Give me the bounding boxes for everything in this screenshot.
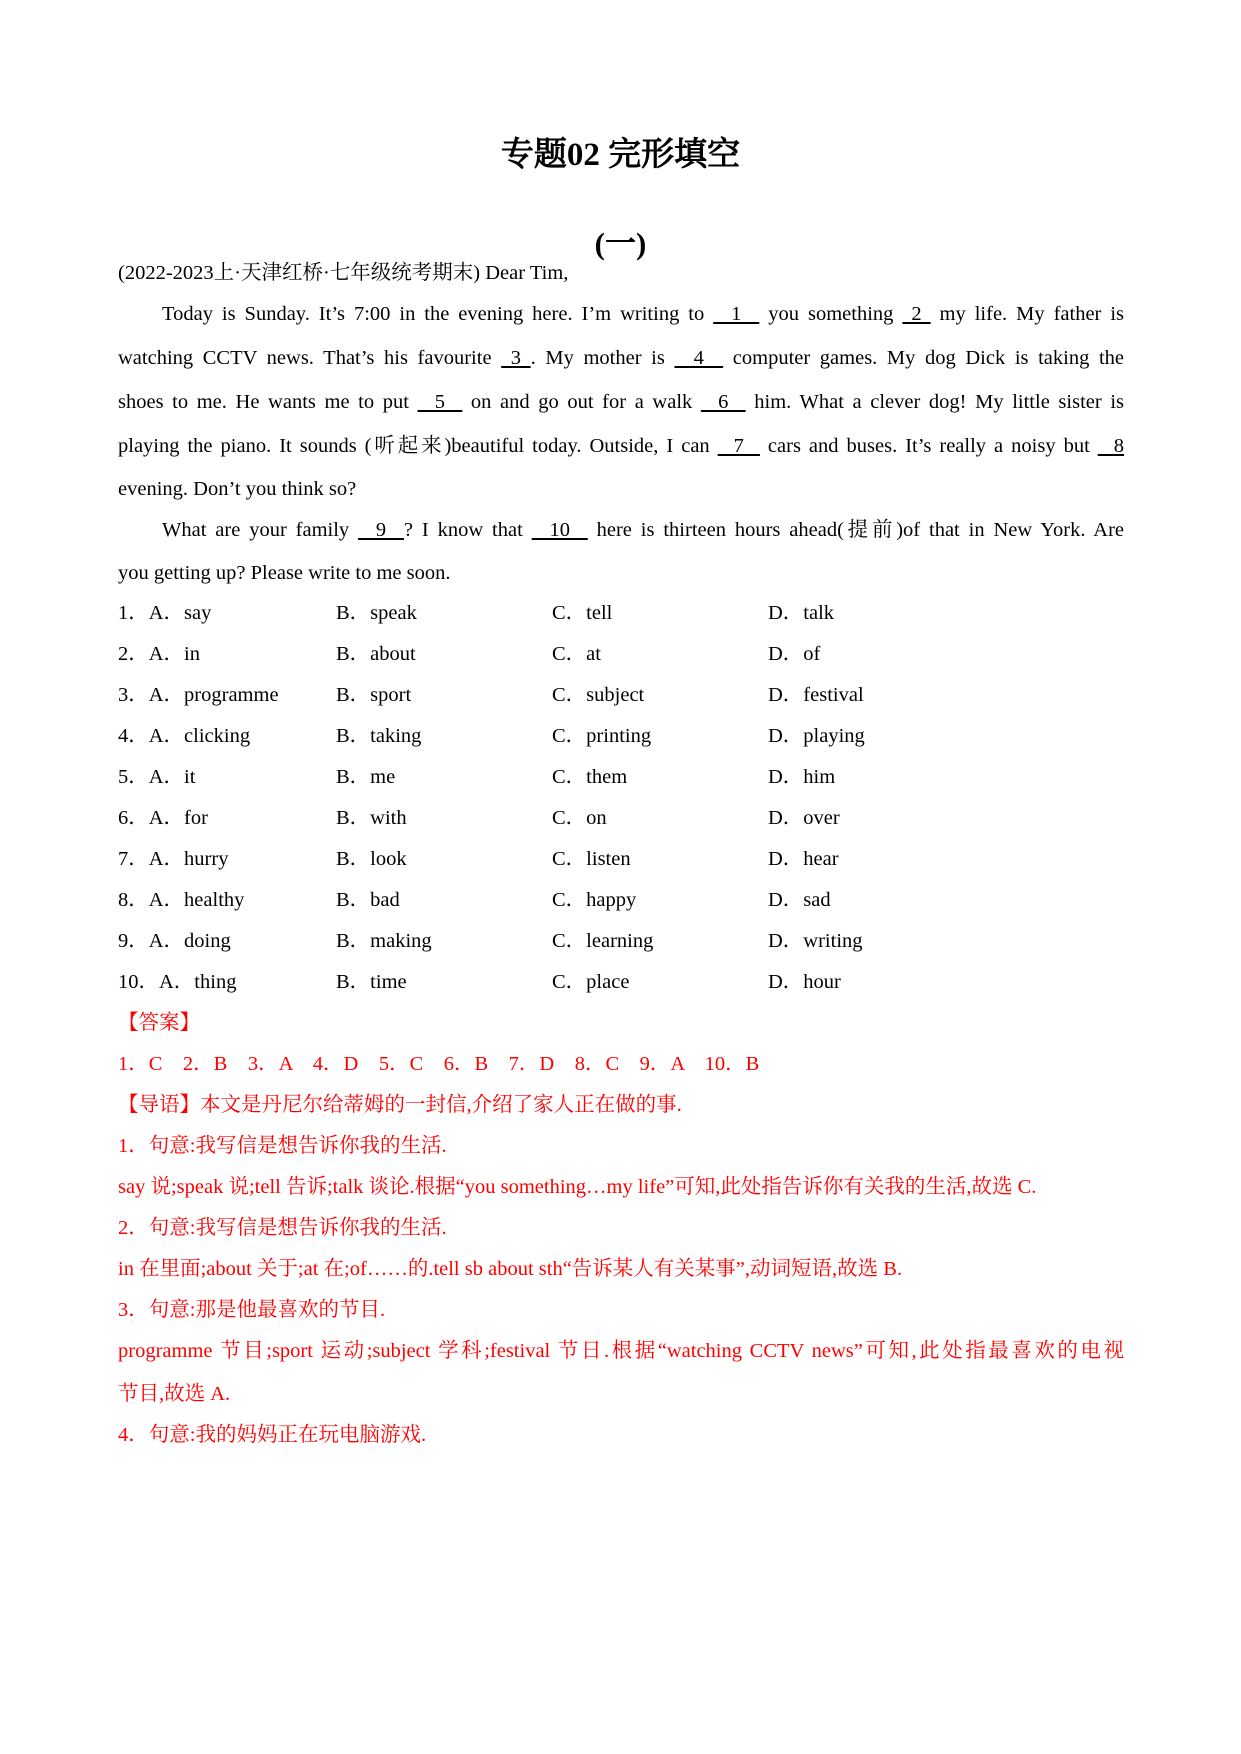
question-row (118, 926, 1124, 956)
question-row (118, 762, 1124, 792)
option-d: D．him (768, 766, 836, 788)
explanation-2-title: 2．句意:我写信是想告诉你我的生活. (118, 1217, 447, 1239)
answer-heading: 【答案】 (118, 1012, 200, 1034)
page-title: 专题02 完形填空 (500, 137, 741, 173)
blank-10: 10 (531, 519, 588, 541)
blank-3: 3 (501, 347, 531, 369)
question-row (118, 680, 1124, 710)
source-line: (2022-2023上·天津红桥·七年级统考期末) Dear Tim, (118, 262, 569, 284)
passage-line-6: What are your family 9 ? I know that 10 here is thirteen hours ahead(提前)of that in New York. Are (162, 519, 1124, 541)
passage-intro: 【导语】本文是丹尼尔给蒂姆的一封信,介绍了家人正在做的事. (118, 1094, 682, 1116)
passage-line-4: playing the piano. It sounds (听起来)beautiful today. Outside, I can 7 cars and buses. It’s really a noisy but 8 (118, 435, 1125, 457)
option-d: D．festival (768, 684, 864, 706)
option-d: D．writing (768, 930, 863, 952)
option-c: C．listen (552, 848, 631, 870)
explanation-3-text: programme 节目;sport 运动;subject 学科;festival 节日.根据“watching CCTV news”可知,此处指最喜欢的电视 (118, 1340, 1124, 1362)
option-b: B．with (336, 807, 407, 829)
option-a: 5．A．it (118, 766, 196, 788)
passage-line-7: you getting up? Please write to me soon. (118, 562, 451, 584)
question-row (118, 721, 1124, 751)
option-b: B．taking (336, 725, 422, 747)
option-a: 1．A．say (118, 602, 212, 624)
blank-8: 8 (1097, 435, 1125, 457)
question-row (118, 639, 1124, 669)
option-b: B．time (336, 971, 407, 993)
option-d: D．playing (768, 725, 865, 747)
option-b: B．bad (336, 889, 400, 911)
passage-line-5: evening. Don’t you think so? (118, 478, 357, 500)
question-row (118, 844, 1124, 874)
option-a: 2．A．in (118, 643, 200, 665)
option-c: C．on (552, 807, 607, 829)
option-c: C．tell (552, 602, 613, 624)
option-d: D．hour (768, 971, 841, 993)
explanation-4-title: 4．句意:我的妈妈正在玩电脑游戏. (118, 1424, 427, 1446)
explanation-3-title: 3．句意:那是他最喜欢的节目. (118, 1299, 386, 1321)
option-b: B．about (336, 643, 416, 665)
blank-1: 1 (713, 303, 760, 325)
option-d: D．hear (768, 848, 839, 870)
explanation-1-text: say 说;speak 说;tell 告诉;talk 谈论.根据“you something…my life”可知,此处指告诉你有关我的生活,故选 C. (118, 1176, 1037, 1198)
answer-keys: 1．C 2．B 3．A 4．D 5．C 6．B 7．D 8．C 9．A 10．B (118, 1053, 760, 1075)
blank-2: 2 (902, 303, 931, 325)
option-d: D．talk (768, 602, 835, 624)
option-c: C．happy (552, 889, 637, 911)
option-c: C．them (552, 766, 628, 788)
option-b: B．making (336, 930, 432, 952)
option-a: 8．A．healthy (118, 889, 245, 911)
option-a: 9．A．doing (118, 930, 231, 952)
option-c: C．subject (552, 684, 645, 706)
question-row (118, 803, 1124, 833)
option-c: C．learning (552, 930, 654, 952)
blank-6: 6 (700, 391, 746, 413)
option-a: 10．A．thing (118, 971, 237, 993)
blank-4: 4 (674, 347, 724, 369)
option-c: C．place (552, 971, 630, 993)
section-heading: (一) (594, 226, 647, 261)
passage-line-1: Today is Sunday. It’s 7:00 in the evening here. I’m writing to 1 you something 2 my life. My father is (162, 303, 1125, 325)
option-d: D．sad (768, 889, 831, 911)
option-b: B．speak (336, 602, 417, 624)
explanation-1-title: 1．句意:我写信是想告诉你我的生活. (118, 1135, 447, 1157)
explanation-2-text: in 在里面;about 关于;at 在;of……的.tell sb about sth“告诉某人有关某事”,动词短语,故选 B. (118, 1258, 903, 1280)
blank-9: 9 (358, 519, 404, 541)
passage-line-2: watching CCTV news. That’s his favourite 3 . My mother is 4 computer games. My dog Dick is taking the (118, 347, 1125, 369)
question-row (118, 885, 1124, 915)
option-b: B．me (336, 766, 396, 788)
question-row (118, 967, 1124, 997)
blank-7: 7 (717, 435, 760, 457)
option-d: D．over (768, 807, 840, 829)
option-a: 3．A．programme (118, 684, 279, 706)
option-c: C．printing (552, 725, 652, 747)
passage-line-3: shoes to me. He wants me to put 5 on and go out for a walk 6 him. What a clever dog! My little sister is (118, 391, 1124, 413)
option-a: 7．A．hurry (118, 848, 229, 870)
option-d: D．of (768, 643, 821, 665)
option-a: 6．A．for (118, 807, 208, 829)
question-row (118, 598, 1124, 628)
option-b: B．look (336, 848, 407, 870)
blank-5: 5 (417, 391, 463, 413)
option-b: B．sport (336, 684, 412, 706)
option-c: C．at (552, 643, 601, 665)
option-a: 4．A．clicking (118, 725, 251, 747)
explanation-3-text-cont: 节目,故选 A. (118, 1383, 231, 1405)
